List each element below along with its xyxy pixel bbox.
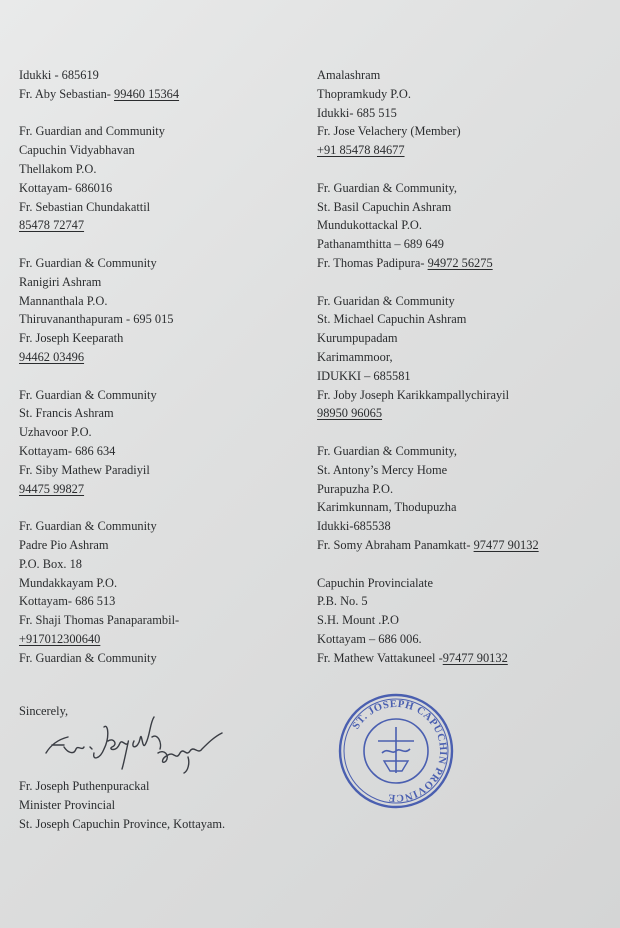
address-line [19, 66, 294, 85]
address-text: St. Francis Ashram [19, 406, 114, 421]
address-line [317, 480, 612, 499]
address-text: Karimammoor, [317, 349, 393, 364]
address-line [317, 649, 612, 668]
address-text: Fr. Guardian and Community [19, 124, 165, 139]
address-line [317, 367, 612, 386]
address-line [19, 348, 294, 367]
phone-number: 97477 90132 [473, 537, 539, 552]
address-text: Idukki-685538 [317, 519, 391, 534]
phone-number: 94972 56275 [427, 255, 493, 270]
address-text: Fr. Jose Velachery (Member) [317, 124, 461, 139]
address-block [317, 179, 612, 273]
address-text: Idukki - 685619 [19, 68, 99, 82]
address-line [317, 536, 612, 555]
address-text: Mannanthala P.O. [19, 293, 108, 308]
address-line [19, 461, 294, 480]
address-line [19, 649, 294, 668]
address-text: Thellakom P.O. [19, 161, 97, 176]
address-text: Fr. Guardian & Community [19, 519, 157, 534]
address-line [317, 85, 612, 104]
address-text: Kottayam- 686 513 [19, 594, 116, 609]
address-block [19, 386, 294, 499]
address-text: Fr. Guardian & Community [19, 387, 157, 402]
address-block [19, 66, 294, 104]
address-line [19, 423, 294, 442]
address-text: Kurumpupadam [317, 331, 398, 346]
address-block [317, 442, 612, 555]
signatory-org: St. Joseph Capuchin Province, Kottayam. [19, 816, 226, 831]
address-line [19, 404, 294, 423]
address-line [19, 611, 294, 630]
seal-text: ST. JOSEPH CAPUCHIN PROVINCE [350, 698, 449, 804]
address-text: Thiruvananthapuram - 695 015 [19, 312, 174, 327]
phone-number: 94462 03496 [19, 349, 85, 364]
address-line [317, 216, 612, 235]
address-line [19, 216, 294, 235]
address-line [317, 498, 612, 517]
address-block [317, 292, 612, 424]
address-text: Kottayam – 686 006. [317, 631, 422, 646]
signatory-name: Fr. Joseph Puthenpurackal [19, 779, 150, 793]
address-text: Purapuzha P.O. [317, 481, 394, 496]
address-line [317, 66, 612, 85]
address-line [317, 104, 612, 123]
address-line [19, 179, 294, 198]
address-line [19, 386, 294, 405]
address-line [317, 574, 612, 593]
address-text: Thopramkudy P.O. [317, 86, 411, 101]
address-line [19, 536, 294, 555]
address-text: Kottayam- 686016 [19, 180, 113, 195]
address-text: Karimkunnam, Thodupuzha [317, 500, 457, 515]
address-text: Fr. Guardian & Community [19, 650, 157, 665]
address-line [19, 555, 294, 574]
address-text: Capuchin Provincialate [317, 575, 433, 590]
address-line [317, 611, 612, 630]
address-text: St. Antony’s Mercy Home [317, 462, 448, 477]
address-text: Mundakkayam P.O. [19, 575, 118, 590]
address-line [317, 141, 612, 160]
address-line [19, 141, 294, 160]
phone-number: +917012300640 [19, 631, 101, 646]
address-line [317, 179, 612, 198]
address-line [19, 198, 294, 217]
address-text: Pathanamthitta – 689 649 [317, 237, 444, 252]
signatory-block [19, 777, 225, 833]
address-line [19, 310, 294, 329]
address-line [317, 630, 612, 649]
address-text: Ranigiri Ashram [19, 274, 102, 289]
address-line [19, 85, 294, 104]
address-text: Fr. Guardian & Community, [317, 443, 457, 458]
phone-number: +91 85478 84677 [317, 143, 405, 158]
address-line [19, 574, 294, 593]
address-line [19, 480, 294, 499]
address-line [317, 461, 612, 480]
address-block [317, 66, 612, 160]
address-text: Fr. Shaji Thomas Panaparambil- [19, 613, 180, 628]
address-line [317, 348, 612, 367]
address-line [317, 122, 612, 141]
address-line [317, 404, 612, 423]
address-line [317, 329, 612, 348]
address-line [19, 630, 294, 649]
address-text: Fr. Joby Joseph Karikkampallychirayil [317, 387, 510, 402]
address-line [317, 198, 612, 217]
address-line [317, 254, 612, 273]
address-text: Fr. Mathew Vattakuneel - [317, 650, 443, 665]
address-line [19, 517, 294, 536]
address-block [19, 517, 294, 667]
address-text: St. Basil Capuchin Ashram [317, 199, 452, 214]
address-text: S.H. Mount .P.O [317, 613, 399, 628]
address-text: Mundukottackal P.O. [317, 218, 422, 233]
address-line [317, 386, 612, 405]
address-line [317, 517, 612, 536]
address-text: Fr. Somy Abraham Panamkatt- [317, 537, 474, 552]
address-line [317, 310, 612, 329]
address-line [19, 592, 294, 611]
address-text: Padre Pio Ashram [19, 537, 109, 552]
address-text: Fr. Aby Sebastian- [19, 86, 114, 101]
phone-number: 98950 96065 [317, 406, 383, 421]
address-line [19, 160, 294, 179]
address-text: Idukki- 685 515 [317, 105, 397, 120]
address-line [19, 273, 294, 292]
address-text: Fr. Thomas Padipura- [317, 255, 428, 270]
signatory-title: Minister Provincial [19, 797, 116, 812]
address-text: Fr. Guardian & Community [19, 255, 157, 270]
address-text: Fr. Siby Mathew Paradiyil [19, 462, 150, 477]
handwritten-signature [38, 703, 248, 778]
phone-number: 94475 99827 [19, 481, 85, 496]
address-text: Amalashram [317, 68, 381, 82]
phone-number: 85478 72747 [19, 218, 85, 233]
address-text: St. Michael Capuchin Ashram [317, 312, 467, 327]
address-text: P.B. No. 5 [317, 594, 368, 609]
address-text: Fr. Guaridan & Community [317, 293, 455, 308]
phone-number: 97477 90132 [442, 650, 508, 665]
right-column [317, 66, 612, 686]
address-line [317, 592, 612, 611]
address-text: P.O. Box. 18 [19, 556, 82, 571]
address-text: Fr. Guardian & Community, [317, 180, 457, 195]
left-column [19, 66, 294, 686]
address-line [19, 292, 294, 311]
address-text: Uzhavoor P.O. [19, 425, 92, 440]
address-line [317, 235, 612, 254]
address-line [19, 122, 294, 141]
address-text: IDUKKI – 685581 [317, 368, 411, 383]
address-text: Kottayam- 686 634 [19, 443, 116, 458]
address-text: Capuchin Vidyabhavan [19, 143, 135, 158]
address-block [317, 574, 612, 668]
address-text: Fr. Sebastian Chundakattil [19, 199, 151, 214]
address-block [19, 254, 294, 367]
address-line [19, 254, 294, 273]
address-line [317, 442, 612, 461]
address-line [19, 329, 294, 348]
closing-salutation: Sincerely, [19, 704, 69, 718]
phone-number: 99460 15364 [114, 86, 180, 101]
address-line [19, 442, 294, 461]
address-text: Fr. Joseph Keeparath [19, 331, 124, 346]
address-line [317, 292, 612, 311]
province-seal [336, 691, 456, 811]
address-block [19, 122, 294, 235]
